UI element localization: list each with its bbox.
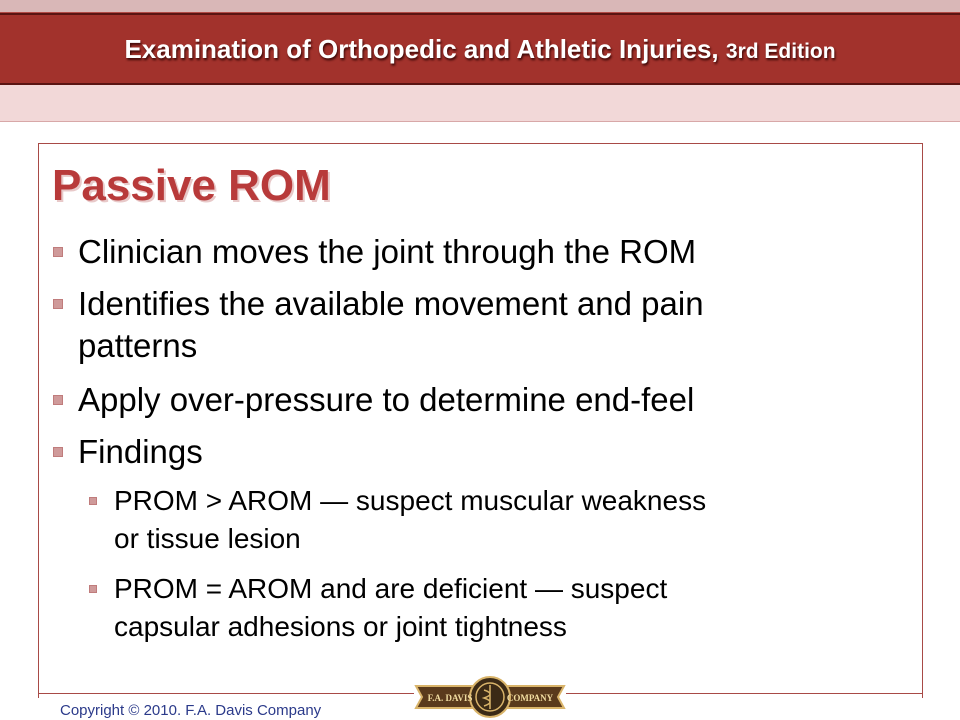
logo-text-left: F.A. DAVIS <box>427 693 473 703</box>
bullet-text: Apply over-pressure to determine end-feel <box>78 381 695 418</box>
bullet-marker-icon <box>53 447 63 457</box>
book-edition: 3rd Edition <box>725 40 836 63</box>
sub-bullet-text-continued: or tissue lesion <box>114 523 301 554</box>
bullet-text: Clinician moves the joint through the ROM <box>78 233 697 270</box>
copyright-notice: Copyright © 2010. F.A. Davis Company <box>60 702 322 719</box>
sub-bullet-marker-icon <box>89 585 97 593</box>
bullet-item <box>78 284 704 324</box>
bullet-marker-icon <box>53 299 63 309</box>
header-divider <box>0 121 960 122</box>
sub-bullet-text: PROM > AROM — suspect muscular weakness <box>114 485 707 516</box>
sub-bullet-text-continued: capsular adhesions or joint tightness <box>114 611 567 642</box>
sub-bullet-marker-icon <box>89 497 97 505</box>
bullet-text: Findings <box>78 433 203 470</box>
bullet-marker-icon <box>53 247 63 257</box>
slide-title: Passive ROM <box>52 161 331 210</box>
bullet-item <box>78 232 696 272</box>
footer-rule-left <box>38 693 414 694</box>
header-top-stripe <box>0 0 960 13</box>
book-title-text: Examination of Orthopedic and Athletic Injuries, <box>124 34 719 64</box>
bullet-item <box>78 380 694 420</box>
footer-rule-right <box>566 693 923 694</box>
bullet-text-continued: patterns <box>78 327 198 364</box>
fa-davis-logo-icon <box>414 674 566 720</box>
sub-bullet-item <box>114 572 667 606</box>
bullet-text: Identifies the available movement and pain <box>78 285 704 322</box>
logo-text-right: COMPANY <box>506 693 554 703</box>
fa-davis-logo <box>414 674 566 720</box>
sub-bullet-text: PROM = AROM and are deficient — suspect <box>114 573 668 604</box>
book-title <box>0 23 960 75</box>
sub-bullet-item <box>114 484 706 518</box>
bullet-item <box>78 432 203 472</box>
bullet-marker-icon <box>53 395 63 405</box>
